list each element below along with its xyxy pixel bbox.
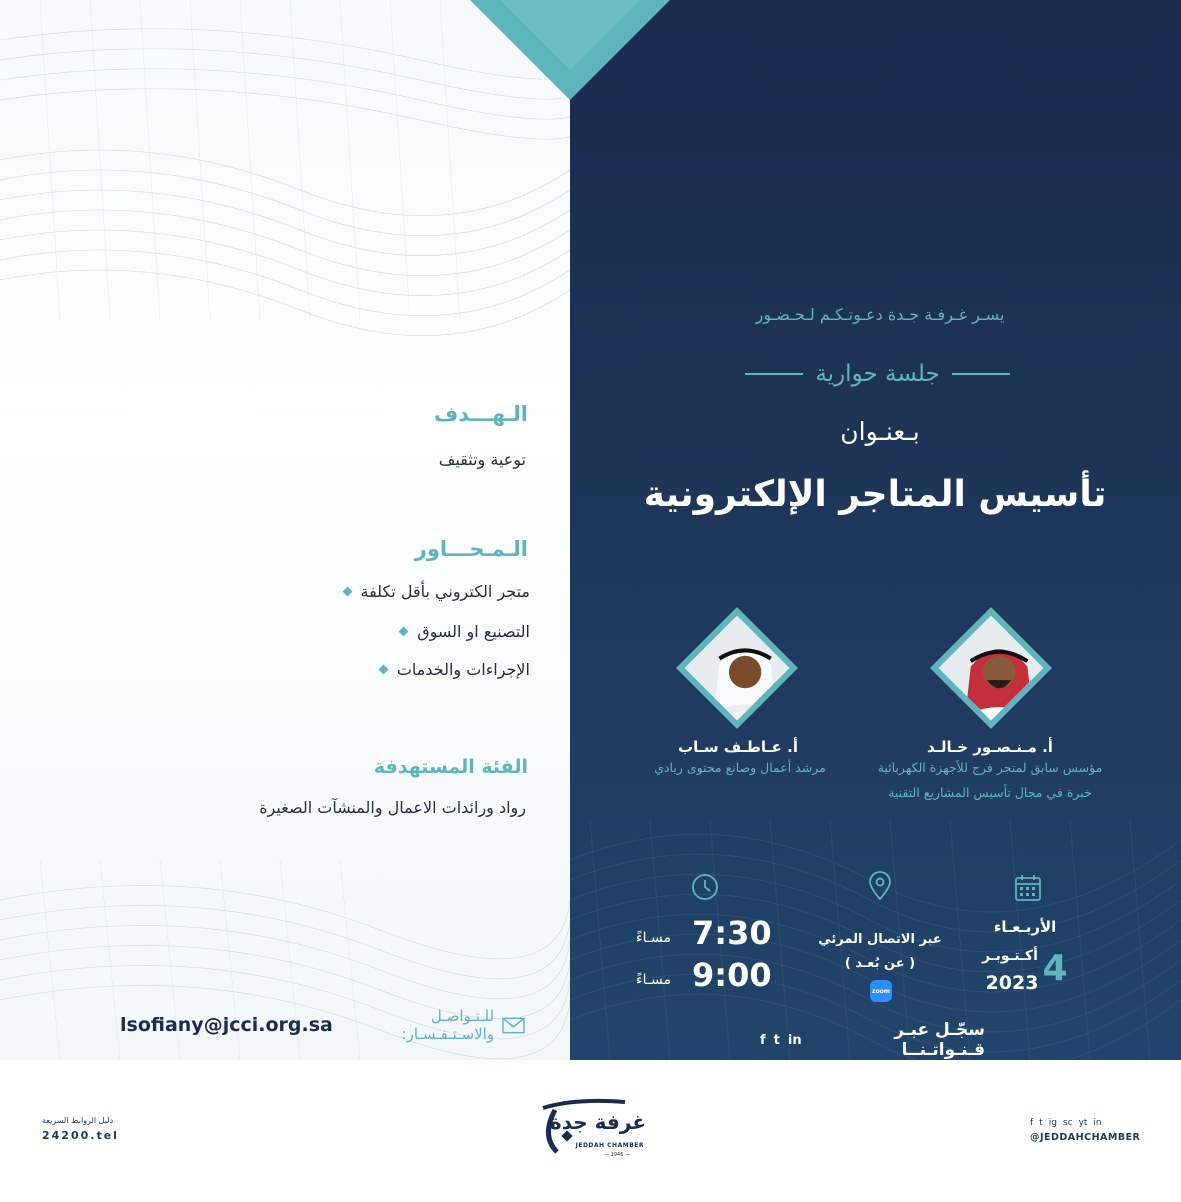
social-handle: @JEDDAHCHAMBER bbox=[1030, 1132, 1141, 1143]
twitter-icon[interactable]: t bbox=[773, 1032, 780, 1048]
facebook-icon[interactable]: f bbox=[760, 1032, 766, 1048]
footer-social bbox=[1030, 1118, 1140, 1143]
contact-row bbox=[120, 1007, 525, 1043]
top-triangle-decoration bbox=[470, 0, 670, 100]
right-event-panel bbox=[570, 0, 1181, 1060]
bullet-diamond-icon bbox=[399, 627, 409, 637]
axes-item-label: الإجراءات والخدمات bbox=[396, 660, 530, 679]
target-text: رواد ورائدات الاعمال والمنشآت الصغيرة bbox=[259, 798, 526, 817]
youtube-icon[interactable]: yt bbox=[1078, 1118, 1088, 1128]
mesh-background bbox=[0, 0, 570, 1060]
location-pin-icon bbox=[865, 871, 895, 901]
register-row bbox=[760, 1020, 985, 1060]
left-info-panel bbox=[0, 0, 570, 1060]
footer bbox=[0, 1060, 1181, 1202]
twitter-icon[interactable]: t bbox=[1039, 1118, 1043, 1128]
invite-text: يسـر غـرفـة جـدة دعـوتـكـم لـحـضـور bbox=[755, 305, 1005, 324]
date-month: أكـتـوبـر bbox=[982, 948, 1038, 964]
time-start-suffix: مسـاءً bbox=[636, 930, 671, 946]
linkedin-icon[interactable]: in bbox=[787, 1032, 802, 1048]
target-heading: الفئة المستهدفة bbox=[373, 756, 528, 778]
facebook-icon[interactable]: f bbox=[1030, 1118, 1034, 1128]
time-start: 7:30 bbox=[692, 914, 772, 952]
footer-quick-links bbox=[42, 1116, 132, 1142]
speaker-name: أ. عـاطـف سـاب bbox=[678, 738, 798, 756]
jeddah-chamber-logo bbox=[535, 1096, 650, 1166]
bullet-diamond-icon bbox=[378, 665, 388, 675]
time-end-suffix: مسـاءً bbox=[636, 972, 671, 988]
speaker-description: خبرة في مجال تأسيس المشاريع التقنية bbox=[888, 785, 1092, 800]
register-label: سجّـل عبـر قـنـواتـنــا bbox=[894, 1020, 985, 1060]
axes-item-label: متجر الكتروني بأقل تكلفة bbox=[360, 582, 530, 601]
instagram-icon[interactable]: ig bbox=[1048, 1118, 1057, 1128]
brand-year: — 1946 — bbox=[604, 1152, 630, 1158]
axes-heading: الـمـحـــاور bbox=[414, 537, 528, 561]
location-line: ( عن بُعـد ) bbox=[844, 956, 916, 971]
brand-name-arabic: غرفة جدة bbox=[549, 1110, 646, 1134]
speaker-name: أ. مـنـصـور خـالـد bbox=[927, 738, 1053, 756]
mesh-background bbox=[570, 0, 1181, 1060]
quick-links-label: دليل الروابط السريعة bbox=[42, 1116, 114, 1125]
linkedin-icon[interactable]: in bbox=[1093, 1118, 1102, 1128]
session-row bbox=[745, 356, 1010, 392]
brand-name-english: JEDDAH CHAMBER bbox=[575, 1142, 644, 1149]
main-title: تأسيس المتاجر الإلكترونية bbox=[643, 474, 1107, 515]
subtitle: بـعنـوان bbox=[840, 417, 920, 446]
axes-item-label: التصنيع او السوق bbox=[417, 622, 530, 641]
axes-item bbox=[380, 660, 530, 679]
calendar-icon bbox=[1013, 873, 1043, 903]
clock-icon bbox=[690, 872, 720, 902]
contact-label: للـتـواصـل والاسـتـفـسـار: bbox=[401, 1007, 495, 1043]
date-day: 4 bbox=[1042, 948, 1068, 989]
zoom-icon: zoom bbox=[870, 980, 892, 1002]
social-icons-row bbox=[1030, 1118, 1140, 1128]
goal-heading: الـهـــدف bbox=[433, 402, 528, 426]
axes-item bbox=[400, 622, 530, 641]
speaker-description: مرشد أعمال وصانع محتوى ريادي bbox=[654, 760, 826, 775]
bullet-diamond-icon bbox=[342, 587, 352, 597]
tel-link[interactable]: 24200.tel bbox=[42, 1129, 119, 1142]
snapchat-icon[interactable]: sc bbox=[1062, 1118, 1073, 1128]
location-line: عبر الاتصال المرئي bbox=[818, 932, 942, 947]
time-end: 9:00 bbox=[692, 956, 772, 994]
speaker-description: مؤسس سابق لمتجر فرج للأجهزة الكهربائية bbox=[877, 760, 1103, 775]
axes-item bbox=[344, 582, 531, 601]
contact-email-link[interactable]: lsofiany@jcci.org.sa bbox=[120, 1014, 333, 1036]
mail-icon bbox=[502, 1017, 525, 1034]
session-label: جلسة حوارية bbox=[815, 361, 940, 387]
date-year: 2023 bbox=[985, 972, 1039, 994]
divider-line bbox=[952, 373, 1010, 375]
goal-text: توعية وتثقيف bbox=[438, 450, 526, 469]
date-day-name: الأربـعـاء bbox=[993, 918, 1057, 936]
divider-line bbox=[745, 373, 803, 375]
